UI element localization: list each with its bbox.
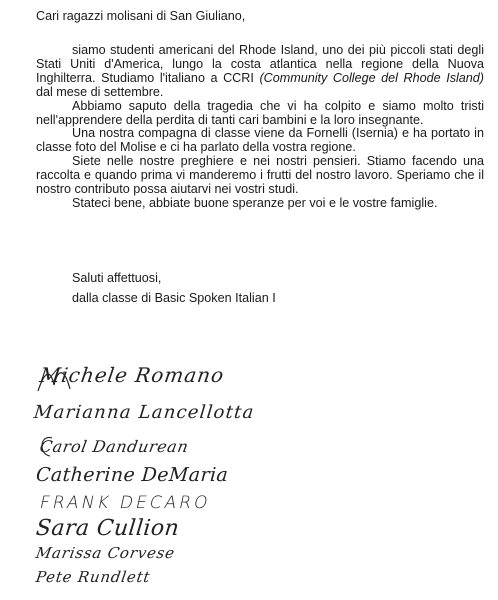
letter-body <box>36 44 484 211</box>
paragraph-4: Siete nelle nostre preghiere e nei nostri pensieri. Stiamo facendo una raccolta e quando prima vi manderemo i frutti del nostro lavoro. Speriamo che il nostro contributo possa aiutarvi nei vostri studi. <box>36 154 484 197</box>
signature-7: Marissa Corvese <box>34 544 177 562</box>
paragraph-1-text-b: dal mese di settembre. <box>36 84 164 99</box>
signature-8: Pete Rundlett <box>34 568 152 586</box>
salutation: Cari ragazzi molisani di San Giuliano, <box>36 9 246 23</box>
college-name: (Community College del Rhode Island) <box>259 70 484 85</box>
signature-4: Catherine DeMaria <box>35 464 229 486</box>
signature-2: Marianna Lancellotta <box>32 402 256 423</box>
paragraph-5: Stateci bene, abbiate buone speranze per voi e le vostre famiglie. <box>72 195 438 210</box>
closing-line: Saluti affettuosi, <box>72 271 162 285</box>
paragraph-3: Una nostra compagna di classe viene da Fornelli (Isernia) e ha portato in classe foto del Molise e ci ha parlato della vostra regione. <box>36 126 484 155</box>
signature-1: Michele Romano <box>38 363 226 387</box>
signature-3: Carol Dandurean <box>38 437 191 456</box>
signature-3-flourish <box>36 432 56 460</box>
closing-block <box>72 270 276 306</box>
signature-6: Sara Cullion <box>34 516 181 541</box>
paragraph-1 <box>36 44 484 100</box>
paragraph-2: Abbiamo saputo della tragedia che vi ha colpito e siamo molto tristi nell'apprendere della perdita di tanti cari bambini e la loro insegnante. <box>36 98 484 127</box>
paragraph-1-text-a: siamo studenti americani del Rhode Island, uno dei più piccoli stati degli Stati Uniti d'America, lungo la costa atlantica nella regione della Nuova Inghilterra. Studiamo l'italiano a CCRI <box>36 43 484 85</box>
signature-1-flourish <box>36 365 76 395</box>
signature-5: FRANK DECARO <box>37 493 213 513</box>
signoff-line: dalla classe di Basic Spoken Italian I <box>72 291 276 305</box>
